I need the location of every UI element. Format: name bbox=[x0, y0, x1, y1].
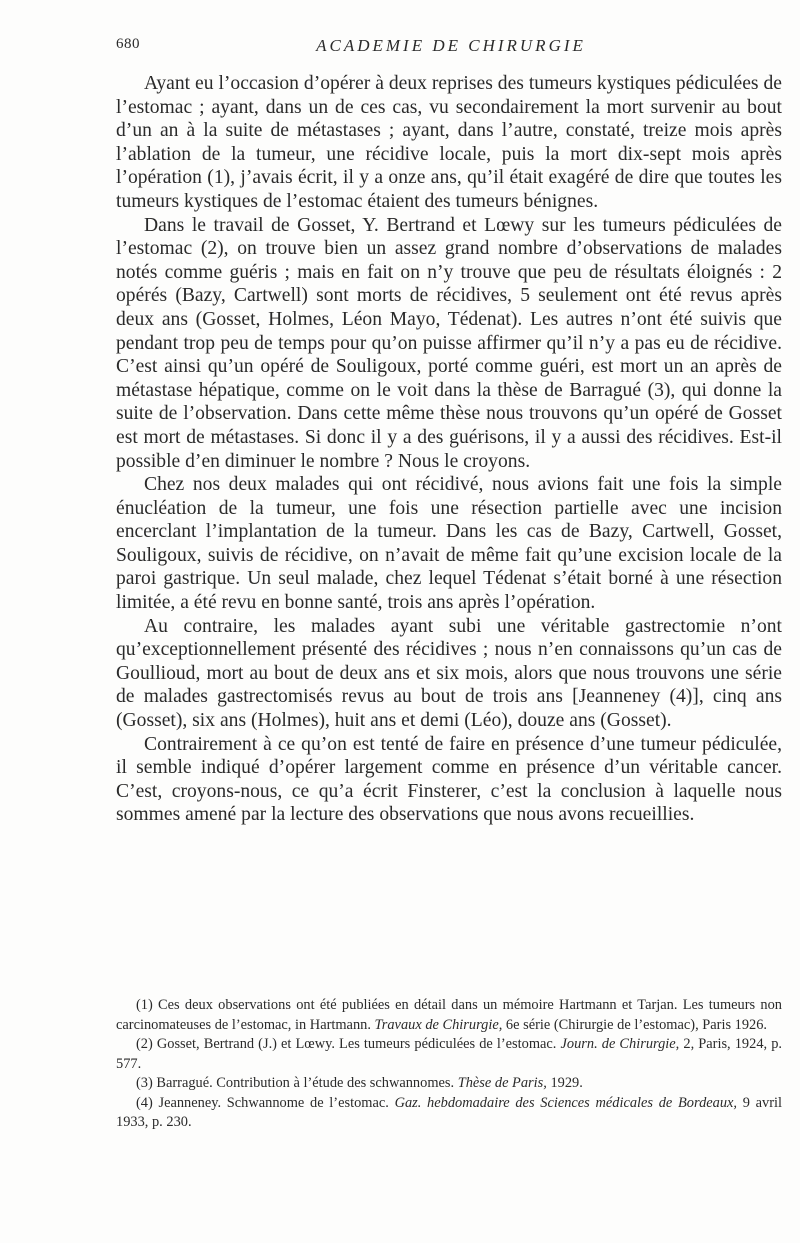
paragraph-3: Chez nos deux malades qui ont récidivé, nous avions fait une fois la simple énucléation de la tumeur, une fois une résection partielle avec une incision encerclant l’implantation de la tumeur. Dans les cas de Bazy, Cartwell, Gosset, Souligoux, suivis de récidive, on n’avait de même fait qu’une excision locale de la paroi gastrique. Un seul malade, chez lequel Tédenat s’était borné à une résection limitée, a été revu en bonne santé, trois ans après l’opération. bbox=[116, 474, 782, 614]
footnote-4 bbox=[116, 1094, 782, 1133]
paragraph-5: Contrairement à ce qu’on est tenté de faire en présence d’une tumeur pédiculée, il semble indiqué d’opérer largement comme en présence d’un véritable cancer. C’est, croyons-nous, ce qu’a écrit Finsterer, c’est la conclusion à laquelle nous sommes amené par la lecture des observations que nous avons recueillies. bbox=[116, 733, 782, 826]
footnote-1 bbox=[116, 996, 782, 1035]
footnote-3 bbox=[116, 1074, 782, 1094]
footnote-2 bbox=[116, 1035, 782, 1074]
footnote-2-text: (2) Gosset, Bertrand (J.) et Lœwy. Les tumeurs pédiculées de l’estomac. bbox=[136, 1036, 561, 1052]
footnotes bbox=[116, 996, 782, 1133]
footnote-2-details: 2, Paris, 1924, p. 577. bbox=[116, 1036, 782, 1072]
paragraph-2: Dans le travail de Gosset, Y. Bertrand et Lœwy sur les tumeurs pédiculées de l’estomac (2), on trouve bien un assez grand nombre d’observations de malades notés comme guéris ; mais en fait on n’y trouve que peu de résultats éloignés : 2 opérés (Bazy, Cartwell) sont morts de récidives, 5 seulement ont été revus après deux ans (Gosset, Holmes, Léon Mayo, Tédenat). Les autres n’ont été suivis que pendant trop peu de temps pour qu’on puisse affirmer qu’il n’y a pas eu de récidive. C’est ainsi qu’un opéré de Souligoux, porté comme guéri, est mort un an après de métastase hépatique, comme on le voit dans la thèse de Barragué (3), qui donne la suite de l’observation. Dans cette même thèse nous trouvons qu’un opéré de Gosset est mort de métastases. Si donc il y a des guérisons, il y a aussi des récidives. Est-il possible d’en diminuer le nombre ? Nous le croyons. bbox=[116, 214, 782, 472]
paragraph-1: Ayant eu l’occasion d’opérer à deux reprises des tumeurs kystiques pédiculées de l’estomac ; ayant, dans un de ces cas, vu secondairement la mort survenir au bout d’un an à la suite de métastases ; ayant, dans l’autre, constaté, treize mois après l’ablation de la tumeur, une récidive locale, puis la mort dix-sept mois après l’opération (1), j’avais écrit, il y a onze ans, qu’il était exagéré de dire que toutes les tumeurs kystiques de l’estomac étaient des tumeurs bénignes. bbox=[116, 73, 782, 212]
footnote-3-text: (3) Barragué. Contribution à l’étude des schwannomes. bbox=[136, 1075, 458, 1091]
footnote-4-source: Gaz. hebdomadaire des Sciences médicales de Bordeaux, bbox=[394, 1094, 738, 1111]
footnote-4-details: 9 avril 1933, p. 230. bbox=[116, 1094, 783, 1130]
footnote-1-details: 6e série (Chirurgie de l’estomac), Paris 1926. bbox=[502, 1016, 768, 1033]
footnote-3-details: 1929. bbox=[546, 1075, 583, 1091]
footnote-4-text: (4) Jeanneney. Schwannome de l’estomac. bbox=[136, 1094, 395, 1111]
footnote-3-source: Thèse de Paris, bbox=[457, 1075, 547, 1091]
footnote-1-text: (1) Ces deux observations ont été publiées en détail dans un mémoire Hartmann et Tarjan. Les tumeurs non carcinomateuses de l’estomac, in Hartmann. bbox=[116, 997, 782, 1033]
footnote-1-source: Travaux de Chirurgie, bbox=[374, 1016, 503, 1033]
footnote-2-source: Journ. de Chirurgie, bbox=[560, 1036, 680, 1052]
paragraph-4: Au contraire, les malades ayant subi une véritable gastrectomie n’ont qu’exceptionnellement présenté des récidives ; nous n’en connaissons qu’un cas de Goullioud, mort au bout de deux ans et six mois, alors que nous trouvons une série de malades gastrectomisés revus au bout de trois ans [Jeanneney (4)], cinq ans (Gosset), six ans (Holmes), huit ans et demi (Léo), douze ans (Gosset). bbox=[116, 615, 782, 732]
page-header bbox=[116, 36, 776, 60]
page-number: 680 bbox=[116, 36, 140, 52]
body-text bbox=[116, 72, 782, 827]
running-title: ACADEMIE DE CHIRURGIE bbox=[316, 36, 586, 55]
